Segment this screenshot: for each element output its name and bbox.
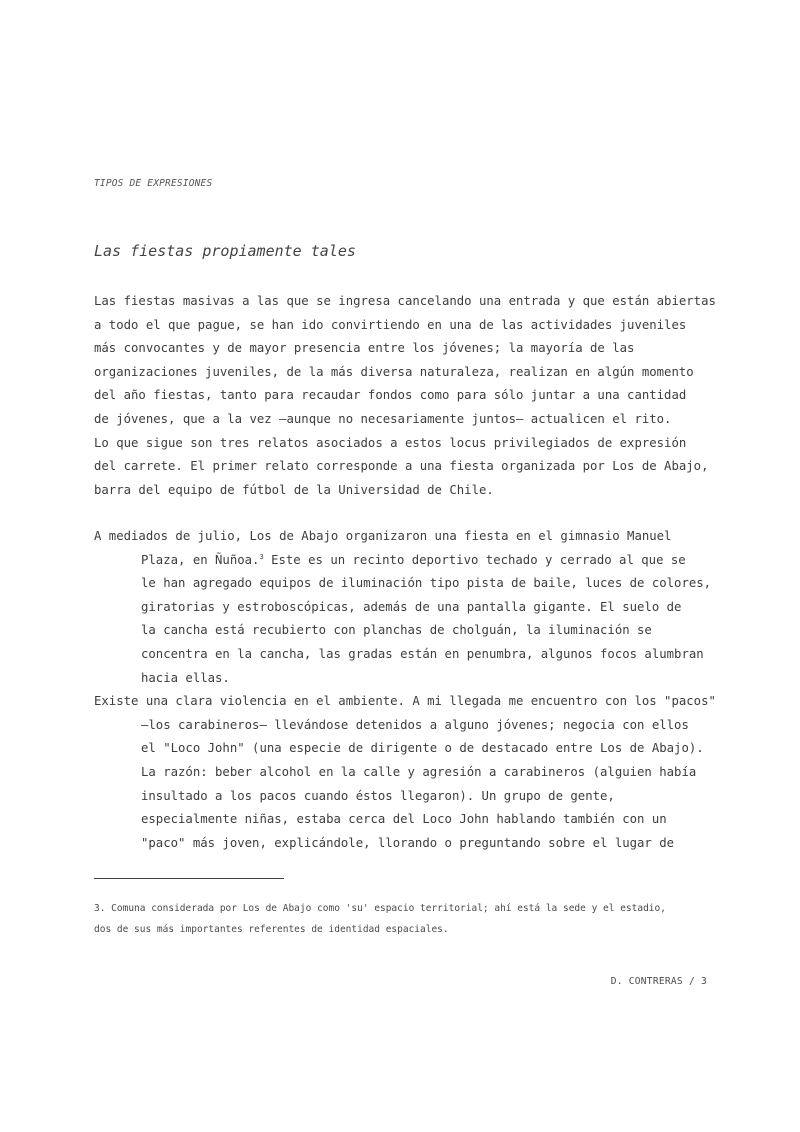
paragraph-line: el "Loco John" (una especie de dirigente o de destacado entre Los de Abajo). <box>141 741 704 756</box>
paragraph-line: organizaciones juveniles, de la más diversa naturaleza, realizan en algún momento <box>94 364 694 379</box>
footnote-marker[interactable]: 3 <box>259 552 264 561</box>
section-title: Las fiestas propiamente tales <box>94 242 356 260</box>
paragraph-line: la cancha está recubierto con planchas de cholguán, la iluminación se <box>141 623 652 638</box>
page-folio: D. CONTRERAS / 3 <box>610 976 707 987</box>
paragraph-line: Las fiestas masivas a las que se ingresa cancelando una entrada y que están abiertas <box>94 294 716 308</box>
paragraph-line: a todo el que pague, se han ido convirtiendo en una de las actividades juveniles <box>94 317 687 332</box>
paragraph-line: —los carabineros— llevándose detenidos a alguno jóvenes; negocia con ellos <box>141 717 689 732</box>
paragraph-line: de jóvenes, que a la vez —aunque no necesariamente juntos— actualicen el rito. <box>94 411 672 426</box>
footnote <box>94 898 712 940</box>
line-text: Este es un recinto deportivo techado y cerrado al que se <box>263 552 686 567</box>
paragraph-line: "paco" más joven, explicándole, llorando o preguntando sobre el lugar de <box>141 835 675 850</box>
paragraph-line: insultado a los pacos cuando éstos llegaron). Un grupo de gente, <box>141 788 615 803</box>
footnote-line: dos de sus más importantes referentes de identidad espaciales. <box>94 924 449 935</box>
footnote-separator <box>94 878 284 879</box>
paragraph-line: Existe una clara violencia en el ambiente. A mi llegada me encuentro con los "pacos" <box>94 694 716 709</box>
paragraph-line: A mediados de julio, Los de Abajo organizaron una fiesta en el gimnasio Manuel <box>94 529 672 543</box>
field-notes-block <box>94 525 716 855</box>
paragraph-line: del carrete. El primer relato corresponde a una fiesta organizada por Los de Abajo, <box>94 459 709 474</box>
footnote-line: 3. Comuna considerada por Los de Abajo como 'su' espacio territorial; ahí está la sede y el estadio, <box>94 903 666 914</box>
paragraph-line: le han agregado equipos de iluminación tipo pista de baile, luces de colores, <box>141 576 712 591</box>
running-head: TIPOS DE EXPRESIONES <box>94 178 213 189</box>
paragraph-line: del año fiestas, tanto para recaudar fondos como para sólo juntar a una cantidad <box>94 388 687 403</box>
paragraph-line: concentra en la cancha, las gradas están en penumbra, algunos focos alumbran <box>141 646 704 661</box>
paragraph-line: Lo que sigue son tres relatos asociados a estos locus privilegiados de expresión <box>94 435 687 450</box>
paragraph-line: La razón: beber alcohol en la calle y agresión a carabineros (alguien había <box>141 764 697 779</box>
paragraph-line <box>94 549 712 573</box>
line-text: Plaza, en Ñuñoa. <box>141 552 260 567</box>
paragraph-line: giratorias y estroboscópicas, además de una pantalla gigante. El suelo de <box>141 599 682 614</box>
paragraph-line: hacia ellas. <box>141 670 230 685</box>
intro-paragraph <box>94 290 716 502</box>
paragraph-line: más convocantes y de mayor presencia entre los jóvenes; la mayoría de las <box>94 341 635 356</box>
paragraph-line: barra del equipo de fútbol de la Universidad de Chile. <box>94 482 494 497</box>
paragraph-line: especialmente niñas, estaba cerca del Loco John hablando también con un <box>141 812 667 827</box>
